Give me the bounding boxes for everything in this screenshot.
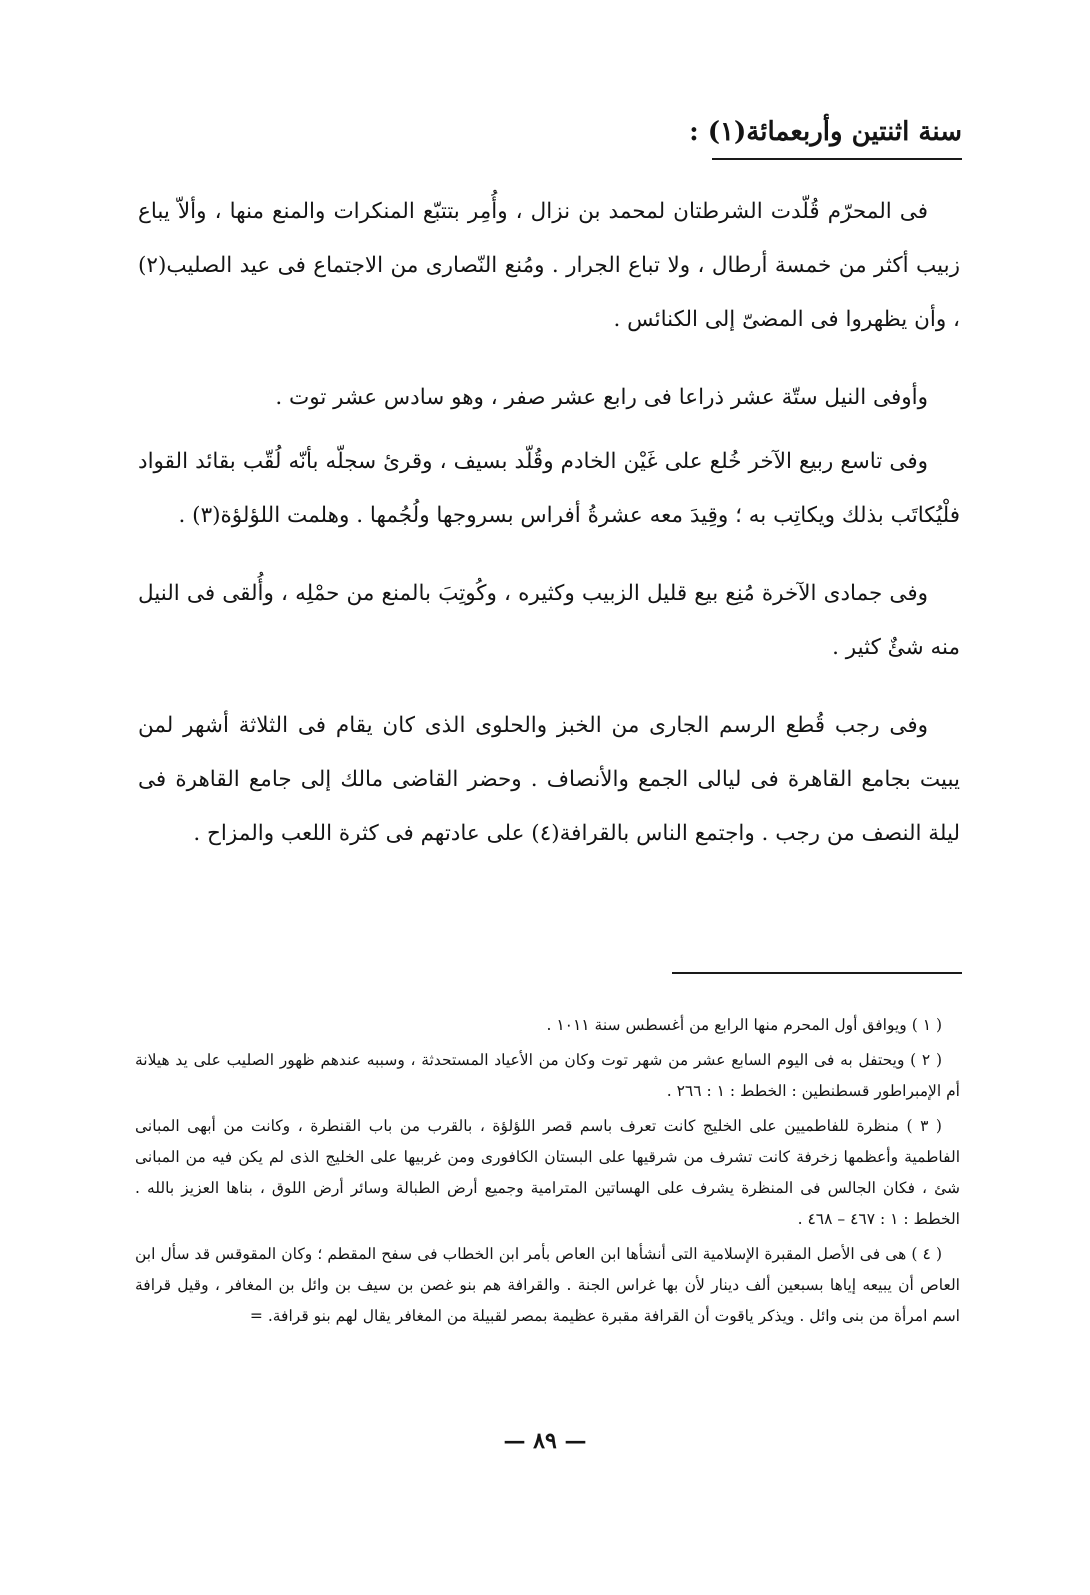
section-heading: [122, 112, 962, 162]
main-text: [138, 185, 960, 871]
page-number: — ٨٩ —: [503, 1428, 587, 1454]
footnote: ( ٤ ) هى فى الأصل المقبرة الإسلامية التى أنشأها ابن العاص بأمر ابن الخطاب فى سفح المقطم ؛ وكان المقوقس قد سأل ابن العاص أن يبيعه إياها بسبعين ألف دينار لأن بها غراس الجنة . والقرافة هم بنو غصن بن سيف بن وائل بن المغافر ، وقيل قرافة اسم امرأة من بنى وائل . ويذكر ياقوت أن القرافة مقبرة عظيمة بمصر لقبيلة من المغافر يقال لهم بنو قرافة. =: [135, 1245, 960, 1325]
paragraph: وفى جمادى الآخرة مُنِع بيع قليل الزبيب وكثيره ، وكُوتِبَ بالمنع من حمْلِه ، وأُلقى فى النيل منه شئٌ كثير .: [138, 581, 960, 660]
paragraph: وفى رجب قُطع الرسم الجارى من الخبز والحلوى الذى كان يقام فى الثلاثة أشهر لمن يبيت بجامع القاهرة فى ليالى الجمع والأنصاف . وحضر القاضى مالك إلى جامع القاهرة فى ليلة النصف من رجب . واجتمع الناس بالقرافة(٤) على عادتهم فى كثرة اللعب والمزاح .: [138, 713, 960, 846]
paragraph: فى المحرّم قُلّدت الشرطتان لمحمد بن نزال ، وأُمِر بتتبّع المنكرات والمنع منها ، وألاّ يباع زبيب أكثر من خمسة أرطال ، ولا تباع الجرار . ومُنع النّصارى من الاجتماع فى عيد الصليب(٢) ، وأن يظهروا فى المضىّ إلى الكنائس .: [138, 199, 960, 332]
footnote: ( ٢ ) ويحتفل به فى اليوم السابع عشر من شهر توت وكان من الأعياد المستحدثة ، وسببه عندهم ظهور الصليب على يد هيلانة أم الإمبراطور قسطنطين : الخطط : ١ : ٢٦٦ .: [135, 1051, 960, 1100]
heading-text: سنة اثنتين وأربعمائة(١) :: [689, 117, 962, 147]
paragraph: وفى تاسع ربيع الآخر خُلع على غَيْن الخادم وقُلّد بسيف ، وقرئ سجلّه بأنّه لُقّب بقائد القواد فلْيُكاتَب بذلك ويكاتِب به ؛ وقِيدَ معه عشرةُ أفراس بسروجها ولُجُمها . وهلمت اللؤلؤة(٣) .: [138, 449, 960, 528]
footnote: ( ٣ ) منظرة للفاطميين على الخليج كانت تعرف باسم قصر اللؤلؤة ، بالقرب من باب القنطرة ، وكانت من أبهى المبانى الفاطمية وأعظمها زخرفة كانت تشرف من شرقيها على البستان الكافورى ومن غربيها على الخليج الذى لم يكن فيه من المبانى شئ ، فكان الجالس فى المنظرة يشرف على الهساتين المترامية وجميع أرض الطبالة وسائر أرض اللوق ، بناها العزيز بالله . الخطط : ١ : ٤٦٧ – ٤٦٨ .: [135, 1117, 960, 1228]
footnote: ( ١ ) ويوافق أول المحرم منها الرابع من أغسطس سنة ١٠١١ .: [546, 1016, 942, 1034]
paragraph: وأوفى النيل ستّة عشر ذراعا فى رابع عشر صفر ، وهو سادس عشر توت .: [275, 385, 928, 410]
footnote-separator: [672, 972, 962, 974]
heading-underline: [712, 158, 962, 160]
footnotes: [135, 1010, 960, 1336]
